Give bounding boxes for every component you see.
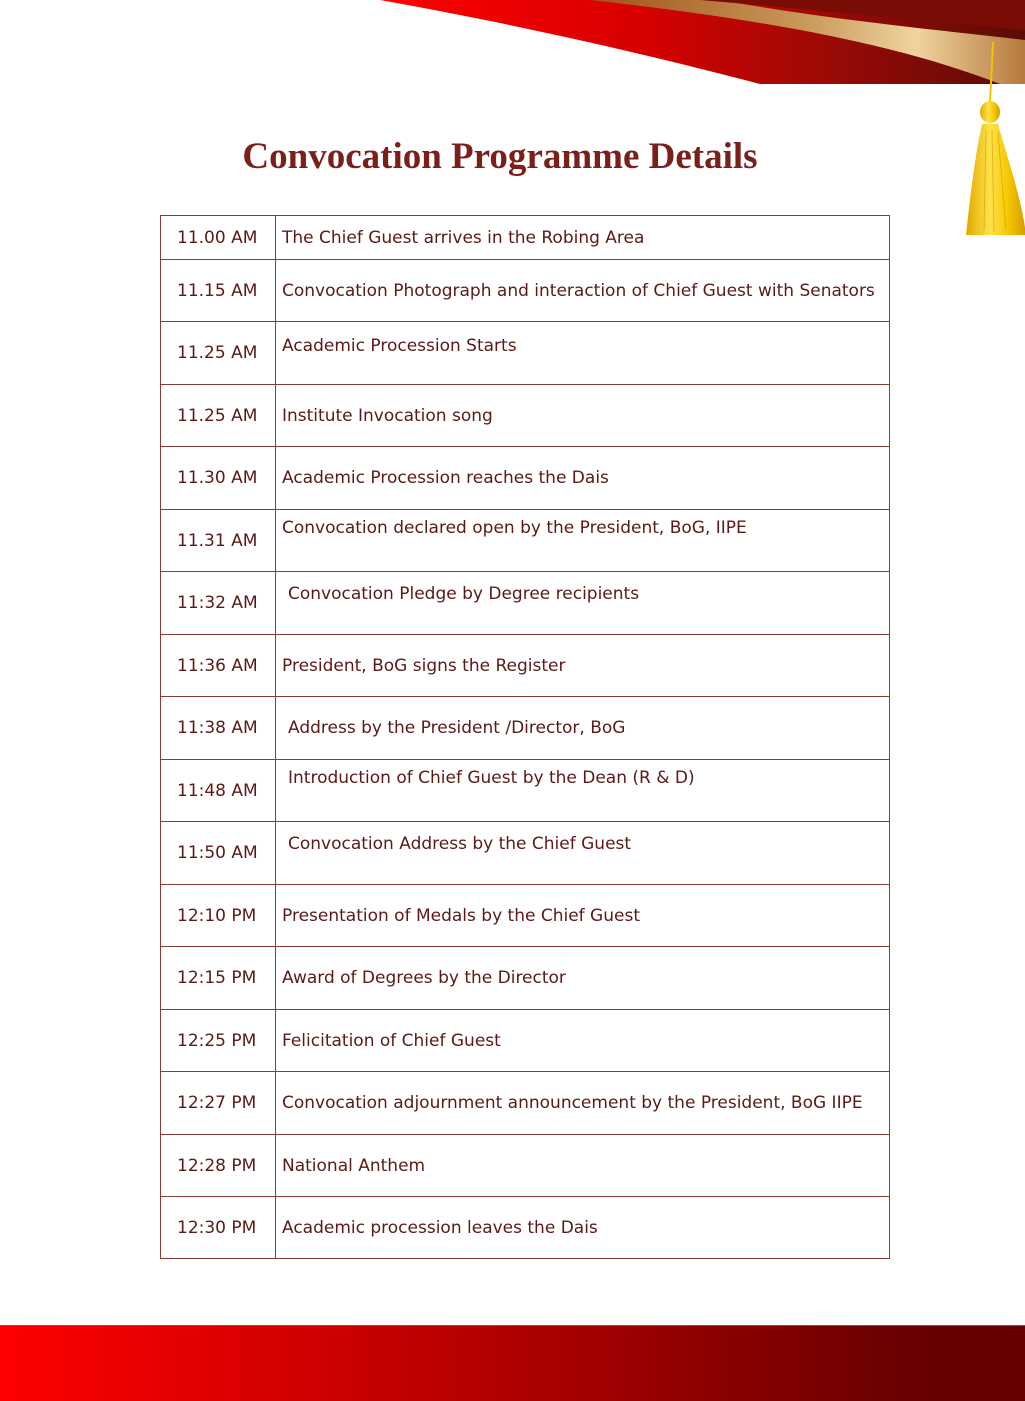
table-row — [161, 510, 890, 572]
time-cell: 12:30 PM — [161, 1197, 276, 1259]
table-row — [161, 885, 890, 947]
time-cell: 11.00 AM — [161, 216, 276, 260]
table-row — [161, 947, 890, 1010]
time-cell: 11:36 AM — [161, 635, 276, 697]
time-cell: 12:27 PM — [161, 1072, 276, 1135]
time-cell: 12:25 PM — [161, 1010, 276, 1072]
event-cell: Felicitation of Chief Guest — [276, 1010, 890, 1072]
table-row — [161, 447, 890, 510]
event-cell: Award of Degrees by the Director — [276, 947, 890, 1010]
table-row — [161, 1197, 890, 1259]
event-cell: Address by the President /Director, BoG — [276, 697, 890, 760]
event-cell: Convocation adjournment announcement by the President, BoG IIPE — [276, 1072, 890, 1135]
time-cell: 12:10 PM — [161, 885, 276, 947]
page-title: Convocation Programme Details — [242, 136, 758, 177]
event-cell: Convocation Photograph and interaction of Chief Guest with Senators — [276, 260, 890, 322]
time-cell: 11.15 AM — [161, 260, 276, 322]
event-cell: Institute Invocation song — [276, 385, 890, 447]
table-row — [161, 1072, 890, 1135]
table-row — [161, 697, 890, 760]
time-cell: 11:32 AM — [161, 572, 276, 635]
table-row — [161, 635, 890, 697]
table-row — [161, 1135, 890, 1197]
top-ribbon-banner — [0, 0, 1025, 90]
table-row — [161, 822, 890, 885]
time-cell: 11:48 AM — [161, 760, 276, 822]
programme-schedule-table — [160, 215, 890, 1259]
event-cell: Convocation declared open by the President, BoG, IIPE — [276, 510, 890, 572]
event-cell: President, BoG signs the Register — [276, 635, 890, 697]
table-row — [161, 216, 890, 260]
event-cell: Academic Procession Starts — [276, 322, 890, 385]
event-cell: The Chief Guest arrives in the Robing Area — [276, 216, 890, 260]
event-cell: Presentation of Medals by the Chief Guest — [276, 885, 890, 947]
bottom-gradient-band — [0, 1325, 1025, 1401]
event-cell: Academic Procession reaches the Dais — [276, 447, 890, 510]
time-cell: 11:50 AM — [161, 822, 276, 885]
event-cell: Introduction of Chief Guest by the Dean (R & D) — [276, 760, 890, 822]
time-cell: 11.25 AM — [161, 385, 276, 447]
time-cell: 11.30 AM — [161, 447, 276, 510]
event-cell: Convocation Address by the Chief Guest — [276, 822, 890, 885]
time-cell: 11.31 AM — [161, 510, 276, 572]
table-row — [161, 322, 890, 385]
time-cell: 11.25 AM — [161, 322, 276, 385]
event-cell: National Anthem — [276, 1135, 890, 1197]
time-cell: 12:28 PM — [161, 1135, 276, 1197]
table-row — [161, 260, 890, 322]
table-row — [161, 1010, 890, 1072]
event-cell: Academic procession leaves the Dais — [276, 1197, 890, 1259]
time-cell: 12:15 PM — [161, 947, 276, 1010]
event-cell: Convocation Pledge by Degree recipients — [276, 572, 890, 635]
table-row — [161, 572, 890, 635]
time-cell: 11:38 AM — [161, 697, 276, 760]
table-row — [161, 385, 890, 447]
table-row — [161, 760, 890, 822]
